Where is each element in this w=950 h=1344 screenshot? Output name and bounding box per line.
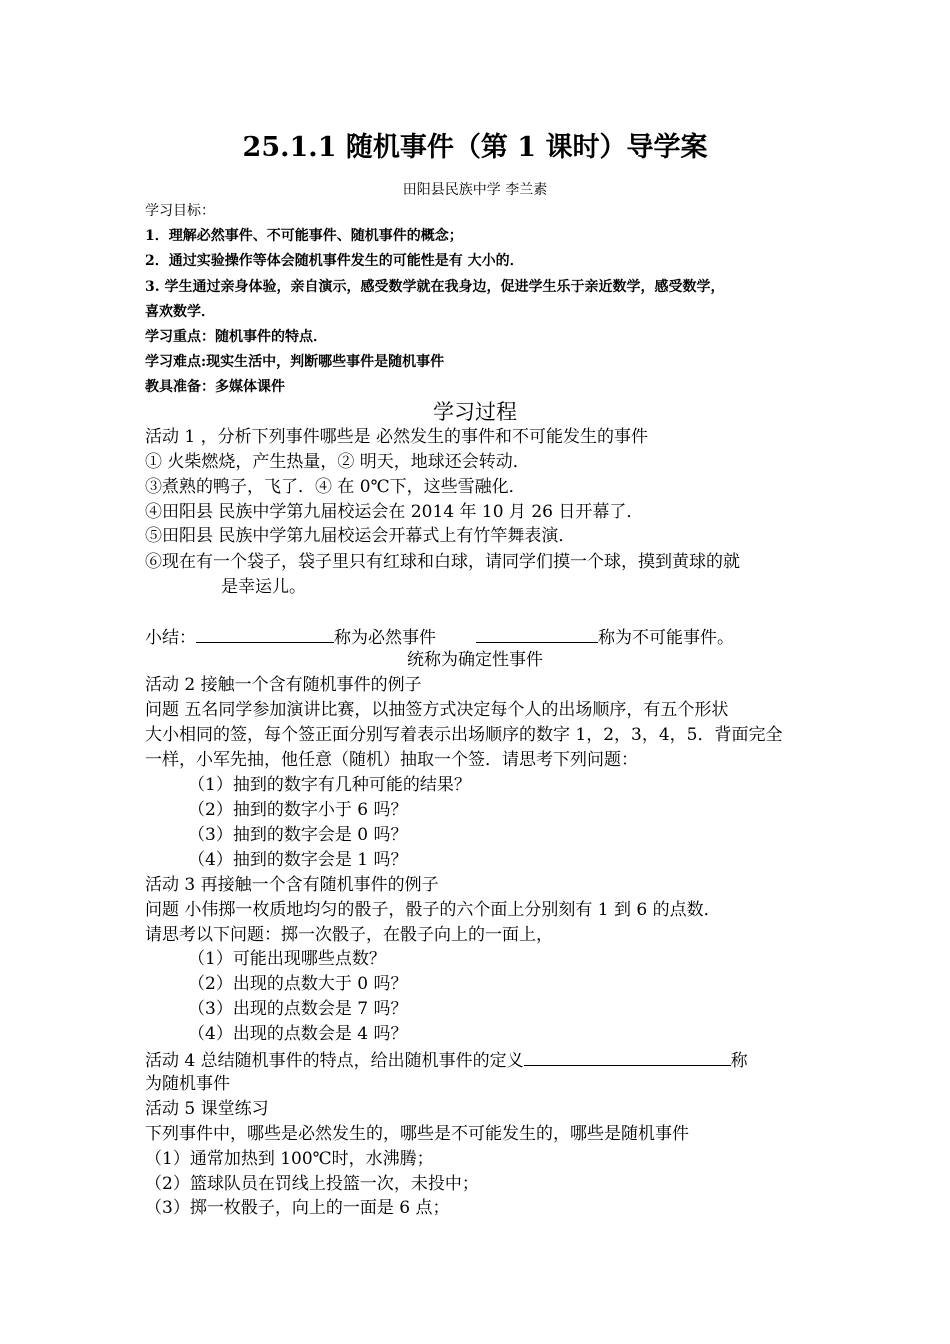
activity1-line: ④田阳县 民族中学第九届校运会在 2014 年 10 月 26 日开幕了． xyxy=(145,502,644,522)
materials: 教具准备：多媒体课件 xyxy=(145,379,285,395)
activity3-heading: 活动 3 再接触一个含有随机事件的例子 xyxy=(145,875,439,895)
activity3-question: （2）出现的点数大于 0 吗？ xyxy=(188,974,408,994)
summary-impossible: 称为不可能事件。 xyxy=(598,628,734,648)
definition-blank xyxy=(524,1047,731,1066)
activity1-line: ③煮熟的鸭子，飞了．④ 在 0℃下，这些雪融化． xyxy=(145,477,526,497)
activity2-heading: 活动 2 接触一个含有随机事件的例子 xyxy=(145,675,422,695)
activity2-question: （3）抽到的数字会是 0 吗？ xyxy=(188,825,408,845)
activity1-line: ⑤田阳县 民族中学第九届校运会开幕式上有竹竿舞表演． xyxy=(145,526,576,546)
objective-item: 1．理解必然事件、不可能事件、随机事件的概念； xyxy=(145,228,463,244)
activity2-problem: 大小相同的签，每个签正面分别写着表示出场顺序的数字 1，2，3，4，5．背面完全 xyxy=(145,725,783,745)
activity5-intro: 下列事件中，哪些是必然发生的，哪些是不可能发生的，哪些是随机事件 xyxy=(145,1124,689,1144)
document-title: 25.1.1 随机事件（第 1 课时）导学案 xyxy=(242,132,708,163)
impossible-blank xyxy=(476,624,598,643)
summary-combined: 统称为确定性事件 xyxy=(407,650,543,670)
difficulty: 学习难点:现实生活中，判断哪些事件是随机事件 xyxy=(145,354,445,370)
summary-prefix: 小结： xyxy=(145,628,196,648)
activity2-question: （2）抽到的数字小于 6 吗？ xyxy=(188,800,408,820)
objective-item: 3. 学生通过亲身体验，亲自演示，感受数学就在我身边，促进学生乐于亲近数学，感受数学， xyxy=(145,279,725,295)
activity4-suffix: 称 xyxy=(730,1051,748,1071)
objective-item: 2．通过实验操作等体会随机事件发生的可能性是有 大小的． xyxy=(145,253,524,269)
activity1-line: ① 火柴燃烧，产生热量，② 明天，地球还会转动． xyxy=(145,452,530,472)
activity3-problem: 问题 小伟掷一枚质地均匀的骰子，骰子的六个面上分别刻有 1 到 6 的点数． xyxy=(145,900,721,920)
activity2-question: （1）抽到的数字有几种可能的结果？ xyxy=(188,775,471,795)
activity3-question: （4）出现的点数会是 4 吗？ xyxy=(188,1024,408,1044)
activity4-line2: 为随机事件 xyxy=(145,1074,230,1094)
summary-line xyxy=(145,624,734,650)
activity2-question: （4）抽到的数字会是 1 吗？ xyxy=(188,850,408,870)
activity4-text: 活动 4 总结随机事件的特点，给出随机事件的定义 xyxy=(145,1051,524,1071)
activity3-question: （3）出现的点数会是 7 吗？ xyxy=(188,999,408,1019)
author-line: 田阳县民族中学 李兰素 xyxy=(402,182,548,198)
activity3-problem: 请思考以下问题：掷一次骰子，在骰子向上的一面上， xyxy=(145,925,553,945)
activity5-heading: 活动 5 课堂练习 xyxy=(145,1099,269,1119)
objectives-heading: 学习目标： xyxy=(145,203,215,219)
summary-certain: 称为必然事件 xyxy=(334,628,436,648)
certain-blank xyxy=(196,624,334,643)
objective-item: 喜欢数学． xyxy=(145,304,215,320)
activity2-problem: 一样，小军先抽，他任意（随机）抽取一个签．请思考下列问题： xyxy=(145,750,638,770)
key-point: 学习重点：随机事件的特点． xyxy=(145,329,327,345)
activity1-intro: 活动 1 ，分析下列事件哪些是 必然发生的事件和不可能发生的事件 xyxy=(145,427,649,447)
exercise-item: （3）掷一枚骰子，向上的一面是 6 点； xyxy=(145,1198,450,1218)
activity4-line xyxy=(145,1047,748,1073)
exercise-item: （1）通常加热到 100℃时，水沸腾； xyxy=(145,1149,434,1169)
exercise-item: （2）篮球队员在罚线上投篮一次，未投中； xyxy=(145,1174,479,1194)
activity3-question: （1）可能出现哪些点数？ xyxy=(188,949,386,969)
activity1-line: ⑥现在有一个袋子，袋子里只有红球和白球，请同学们摸一个球，摸到黄球的就 xyxy=(145,552,740,572)
activity1-line: 是幸运儿。 xyxy=(221,577,306,597)
process-heading: 学习过程 xyxy=(433,400,517,424)
activity2-problem: 问题 五名同学参加演讲比赛，以抽签方式决定每个人的出场顺序，有五个形状 xyxy=(145,700,729,720)
